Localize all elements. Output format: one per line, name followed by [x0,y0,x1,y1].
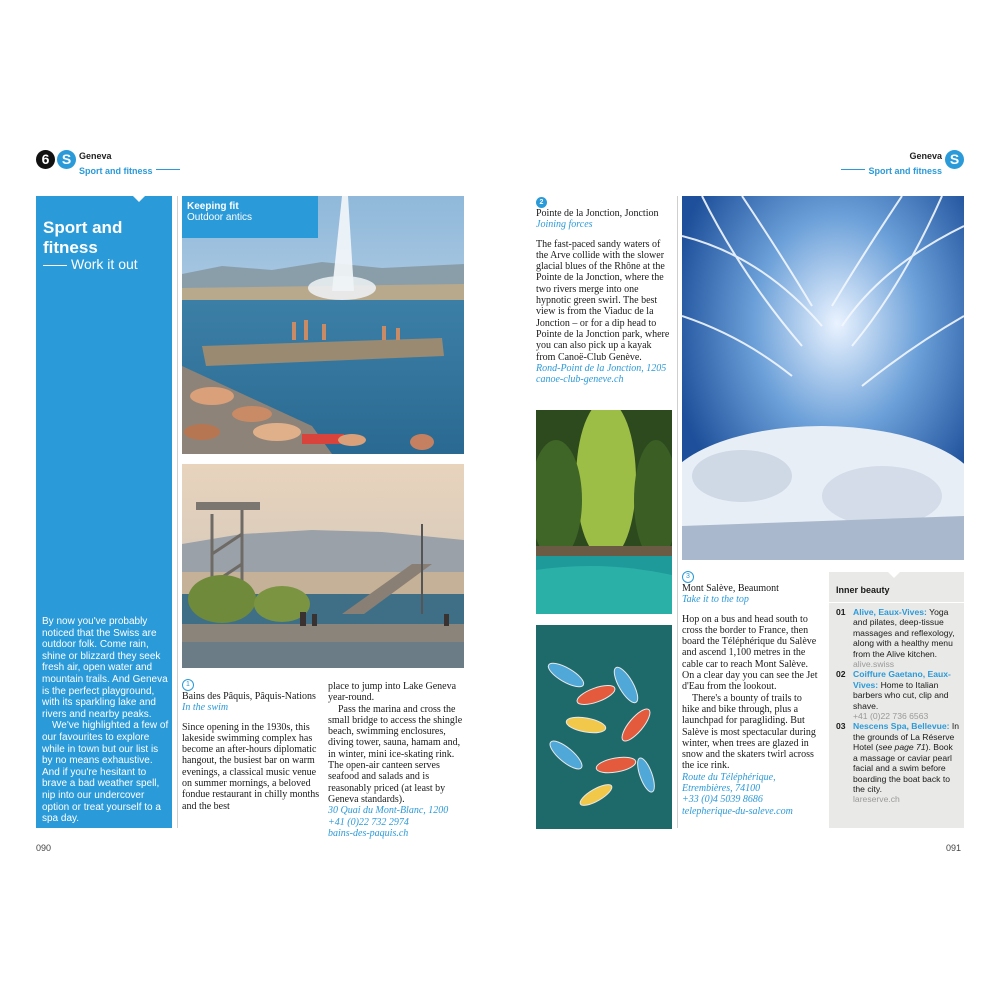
intro-body [42,616,170,825]
running-head-city: Geneva [79,151,112,161]
entry-tagline: Joining forces [536,219,593,231]
intro-title: Sport and fitness [43,218,123,257]
intro-panel [36,196,172,828]
running-head-left [79,151,183,179]
entry-address: 30 Quai du Mont-Blanc, 1200 [328,805,449,817]
entry-website: canoe-club-geneve.ch [536,374,624,386]
list-item: 01 Alive, Eaux-Vives: Yoga and pilates, deep-tissue massages and reflexology, along with a healthy menu from the Alive kitchen. alive.swiss [836,607,955,670]
section-badge-left: S [57,150,76,169]
running-head-city-right: Geneva [909,151,942,161]
entry-bains-des-paquis [182,678,320,812]
column-divider [177,196,178,828]
section-badge-right: S [945,150,964,169]
running-head-section: Sport and fitness [79,166,153,176]
keeping-fit-label [182,196,318,238]
column-divider [677,196,678,828]
list-item: 03 Nescens Spa, Bellevue: In the grounds of La Réserve Hotel (see page 71). Book a massage or caviar pearl facial and a swim before boarding the boat back to the city. lareserve.ch [836,721,960,805]
intro-paragraph: We've highlighted a few of our favourites to explore while in town but our list is by no means exhaustive. And if you're hesitant to brave a bad weather spell, nip into our undercover option or treat yourself to a spa day. [42,720,169,825]
entry-text: Pass the marina and cross the small bridge to access the shingle beach, swimming enclosures, diving tower, sauna, hamam and, in winter, mini ice-skating rink. The open-air canteen serves seafood and salads and is reasonably priced (at least by Geneva standards). [328,703,463,805]
entry-mont-saleve [682,570,820,817]
entry-text: place to jump into Lake Geneva year-round. [328,681,457,704]
entry-address: Route du Téléphérique, Etrembières, 74100 [682,771,776,795]
entry-tagline: In the swim [182,702,229,714]
intro-subtitle: Work it out [71,256,138,272]
entry-text: There's a bounty of trails to hike and bike through, plus a launchpad for paragliding. But Salève is most spectacular during winter, when trees are glazed in snow and the skaters twirl across the ice rink. [682,692,816,772]
venue-name: Alive, Eaux-Vives: [853,607,927,617]
page-number-left: 090 [36,843,52,853]
keeping-fit-title: Keeping fit [187,201,239,212]
page-number-right: 091 [946,843,962,853]
entry-website: bains-des-paquis.ch [328,827,409,839]
entry-number: 3 [682,571,694,583]
chapter-number: 6 [36,150,55,169]
entry-address: Rond-Point de la Jonction, 1205 [536,362,667,374]
entry-phone: +33 (0)4 5039 8686 [682,794,763,806]
inner-beauty-list [836,607,960,805]
running-head-right [838,151,942,179]
entry-pointe-de-la-jonction [536,196,672,385]
venue-name: Nescens Spa, Bellevue: [853,721,950,732]
photo-river-jonction [536,410,672,614]
keeping-fit-sub: Outdoor antics [187,212,253,223]
inner-beauty-title: Inner beauty [836,585,890,595]
running-head-section-right: Sport and fitness [868,166,942,176]
entry-name: Pointe de la Jonction, Jonction [536,208,659,219]
photo-diving-tower [182,464,464,668]
entry-number: 1 [182,679,194,691]
entry-name: Mont Salève, Beaumont [682,583,779,594]
photo-snowy-forest [682,196,964,560]
photo-kayaks-aerial [536,625,672,829]
entry-number: 2 [536,197,547,208]
intro-paragraph: By now you've probably noticed that the Swiss are outdoor folk. Come rain, shine or blizzard they seek fresh air, open water and mountain trails. And Geneva is the perfect playground, with its sparkling lake and rivers and nearby peaks. [42,616,168,720]
entry-name: Bains des Pâquis, Pâquis-Nations [182,691,316,702]
entry-website: telepherique-du-saleve.com [682,805,793,817]
inner-beauty-box [829,572,964,828]
entry-text: Hop on a bus and head south to cross the border to France, then board the Téléphérique du Salève and ascend 1,100 metres in the cable car to reach Mont Salève. On a clear day you can see the Jet d'Eau from the lookout. [682,613,818,693]
list-item: 02 Coiffure Gaetano, Eaux-Vives: Home to Italian barbers who cut, clip and shave. +41 (0)22 736 6563 [836,669,951,722]
entry-bains-des-paquis-cont [328,681,464,839]
entry-phone: +41 (0)22 732 2974 [328,816,409,828]
intro-subtitle-row [43,256,138,272]
entry-text: The fast-paced sandy waters of the Arve collide with the slower glacial blues of the Rhône at the Pointe de la Jonction, where the two rivers merge into one hypnotic green swirl. The best view is from the Viaduc de la Jonction – or for a dip head to Pointe de la Jonction park, where you can also pick up a kayak from Canoë-Club Genève. [536,238,670,363]
entry-tagline: Take it to the top [682,594,749,606]
entry-text: Since opening in the 1930s, this lakeside swimming complex has become an after-hours diplomatic hangout, the busiest bar on warm evenings, a classical music venue on summer mornings, a beloved fondue restaurant in chilly months and the best [182,721,320,812]
venue-name: Coiffure Gaetano, Eaux-Vives: [853,669,951,690]
